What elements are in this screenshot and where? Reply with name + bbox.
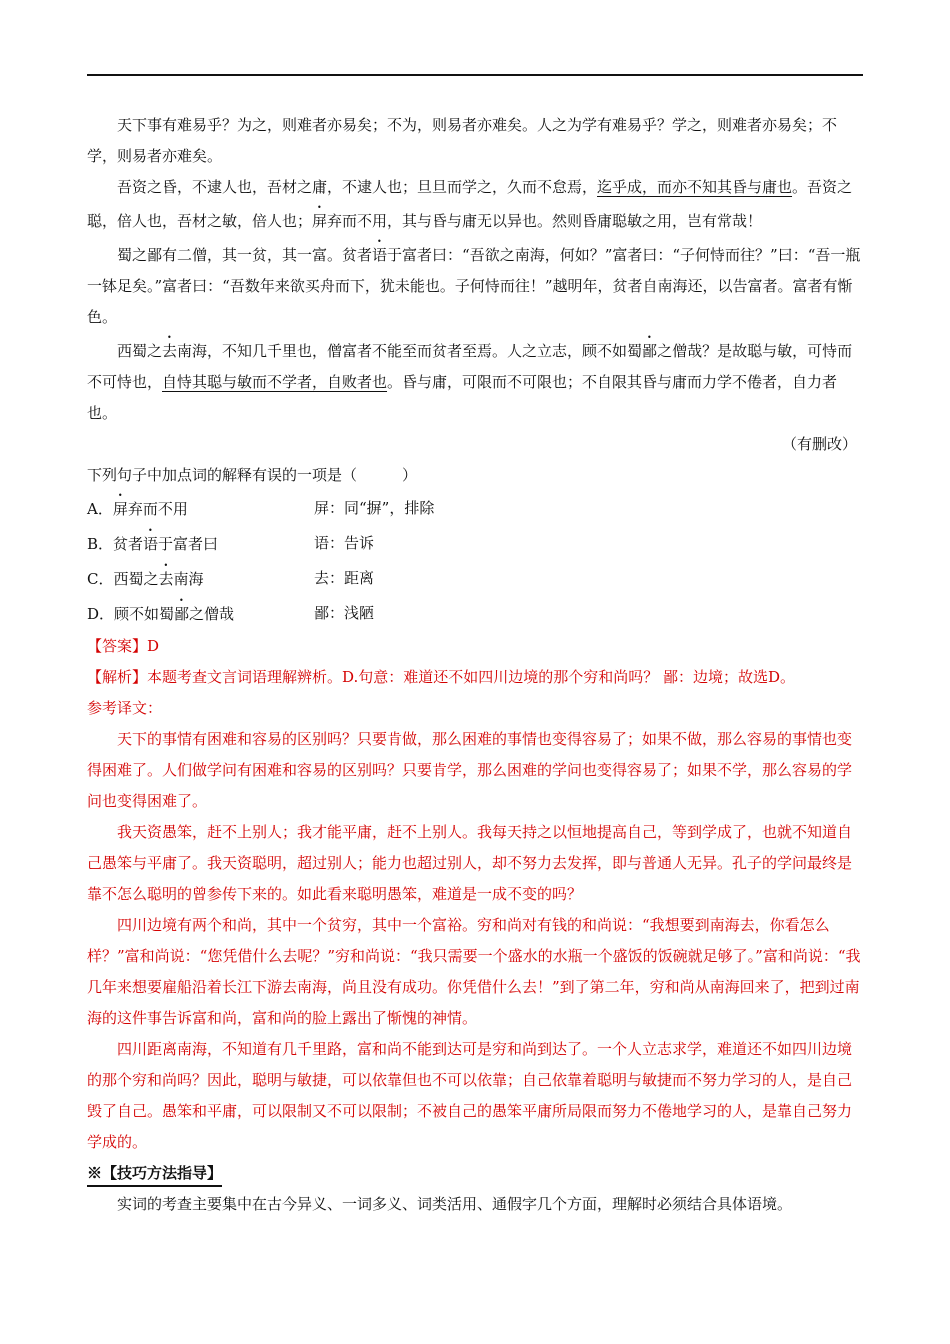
underlined-sentence-1: 迄乎成，而亦不知其昏与庸也 — [597, 178, 793, 196]
option-d — [87, 596, 861, 631]
translation-paragraph-4: 四川距离南海，不知道有几千里路，富和尚不能到达可是穷和尚到达了。一个人立志求学，难道还不如四川边境的那个穷和尚吗？因此，聪明与敏捷，可以依靠但也不可以依靠；自己依靠着聪明与敏捷而不努力学习的人，是自己毁了自己。愚笨和平庸，可以限制又不可以限制；不被自己的愚笨平庸所局限而努力不倦地学习的人，是靠自己努力学成的。 — [87, 1040, 853, 1151]
guide-section — [87, 1158, 861, 1220]
option-text: 弃而不用 — [127, 500, 188, 518]
option-d-explanation: 鄙：浅陋 — [314, 604, 375, 622]
dotted-word-yu: 语 — [372, 246, 388, 264]
analysis-text: 【解析】本题考查文言词语理解辨析。D.句意：难道还不如四川边境的那个穷和尚吗？ 鄙：边境；故选D。 — [87, 668, 796, 686]
p2-text: 吾资之昏，不逮人也，吾材之庸，不逮人也；旦旦而学之，久而不怠焉， — [117, 178, 598, 196]
p2-text: 弃而不用，其与昏与庸无以异也。然则昏庸聪敏之用，岂有常哉！ — [327, 212, 763, 230]
answer-line: 【答案】D — [87, 637, 160, 655]
translation-label: 参考译文： — [87, 699, 163, 717]
option-b — [87, 526, 861, 561]
option-a-dotted-word: 屏 — [112, 500, 128, 518]
option-a-sentence — [87, 491, 314, 526]
option-label: D．顾不如蜀 — [87, 605, 175, 623]
option-b-dotted-word: 语 — [143, 535, 159, 553]
option-text: 之僧哉 — [189, 605, 235, 623]
option-b-sentence — [87, 526, 314, 561]
option-label: A． — [87, 500, 113, 518]
document-body — [87, 110, 861, 1220]
question-stem: 下列句子中加点词的解释有误的一项是（ ） — [87, 466, 418, 484]
option-label: B．贫者 — [87, 535, 144, 553]
p4-text: 。昏与庸，可限而不可限也；不自限其昏与庸而力学不倦者，自力者也。 — [87, 373, 838, 422]
option-c — [87, 561, 861, 596]
p3-text: 蜀之鄙有二僧，其一贫，其一富。贫者 — [117, 246, 373, 264]
option-c-dotted-word: 去 — [158, 570, 174, 588]
p4-text: 西蜀之 — [117, 342, 163, 360]
p2-text: 。吾资之聪，倍人也，吾材之敏，倍人也； — [87, 178, 853, 230]
option-c-explanation: 去：距离 — [314, 569, 375, 587]
option-d-dotted-word: 鄙 — [174, 605, 190, 623]
option-text: 南海 — [173, 570, 204, 588]
source-note: （有删改） — [781, 435, 857, 453]
p4-text: 之僧哉？是故聪与敏，可恃而不可恃也， — [87, 342, 853, 391]
p3-text: 于富者曰：“吾欲之南海，何如？”富者曰：“子何恃而往？”曰：“吾一瓶一钵足矣。”富者曰：“吾数年来欲买舟而下，犹未能也。子何恃而往！”越明年，贫者自南海还，以告富者。富者有惭色。 — [87, 246, 861, 326]
translation-paragraph-3: 四川边境有两个和尚，其中一个贫穷，其中一个富裕。穷和尚对有钱的和尚说：“我想要到南海去，你看怎么样？”富和尚说：“您凭借什么去呢？”穷和尚说：“我只需要一个盛水的水瓶一个盛饭的饭碗就足够了。”富和尚说：“我几年来想要雇船沿着长江下游去南海，尚且没有成功。你凭借什么去！”到了第二年，穷和尚从南海回来了，把到过南海的这件事告诉富和尚，富和尚的脸上露出了惭愧的神情。 — [87, 916, 861, 1027]
option-b-explanation: 语：告诉 — [314, 534, 375, 552]
dotted-word-bi: 鄙 — [642, 342, 658, 360]
passage-paragraph-4 — [87, 333, 861, 429]
passage-paragraph-1: 天下事有难易乎？为之，则难者亦易矣；不为，则易者亦难矣。人之为学有难易乎？学之，则难者亦易矣；不学，则易者亦难矣。 — [87, 116, 838, 165]
option-c-sentence — [87, 561, 314, 596]
option-label: C．西蜀之 — [87, 570, 159, 588]
translation-paragraph-1: 天下的事情有困难和容易的区别吗？只要肯做，那么困难的事情也变得容易了；如果不做，那么容易的事情也变得困难了。人们做学问有困难和容易的区别吗？只要肯学，那么困难的学问也变得容易了；如果不学，那么容易的学问也变得困难了。 — [87, 730, 853, 810]
answer-section — [87, 631, 861, 1158]
option-text: 于富者曰 — [158, 535, 219, 553]
header-rule — [87, 74, 863, 76]
option-a-explanation: 屏：同“摒”，排除 — [314, 499, 435, 517]
p4-text: 南海，不知几千里也，僧富者不能至而贫者至焉。人之立志，顾不如蜀 — [177, 342, 643, 360]
translation-paragraph-2: 我天资愚笨，赶不上别人；我才能平庸，赶不上别人。我每天持之以恒地提高自己，等到学成了，也就不知道自己愚笨与平庸了。我天资聪明，超过别人；能力也超过别人，却不努力去发挥，即与普通人无异。孔子的学问最终是靠不怎么聪明的曾参传下来的。如此看来聪明愚笨，难道是一成不变的吗？ — [87, 823, 853, 903]
guide-text: 实词的考查主要集中在古今异义、一词多义、词类活用、通假字几个方面，理解时必须结合具体语境。 — [117, 1195, 793, 1213]
dotted-word-ping: 屏 — [312, 212, 328, 230]
option-d-sentence — [87, 596, 314, 631]
dotted-word-qu: 去 — [162, 342, 178, 360]
passage-paragraph-2 — [87, 172, 861, 237]
underlined-sentence-2: 自恃其聪与敏而不学者，自败者也 — [162, 373, 388, 391]
option-a — [87, 491, 861, 526]
passage-paragraph-3 — [87, 237, 861, 333]
guide-heading: ※【技巧方法指导】 — [87, 1161, 222, 1187]
